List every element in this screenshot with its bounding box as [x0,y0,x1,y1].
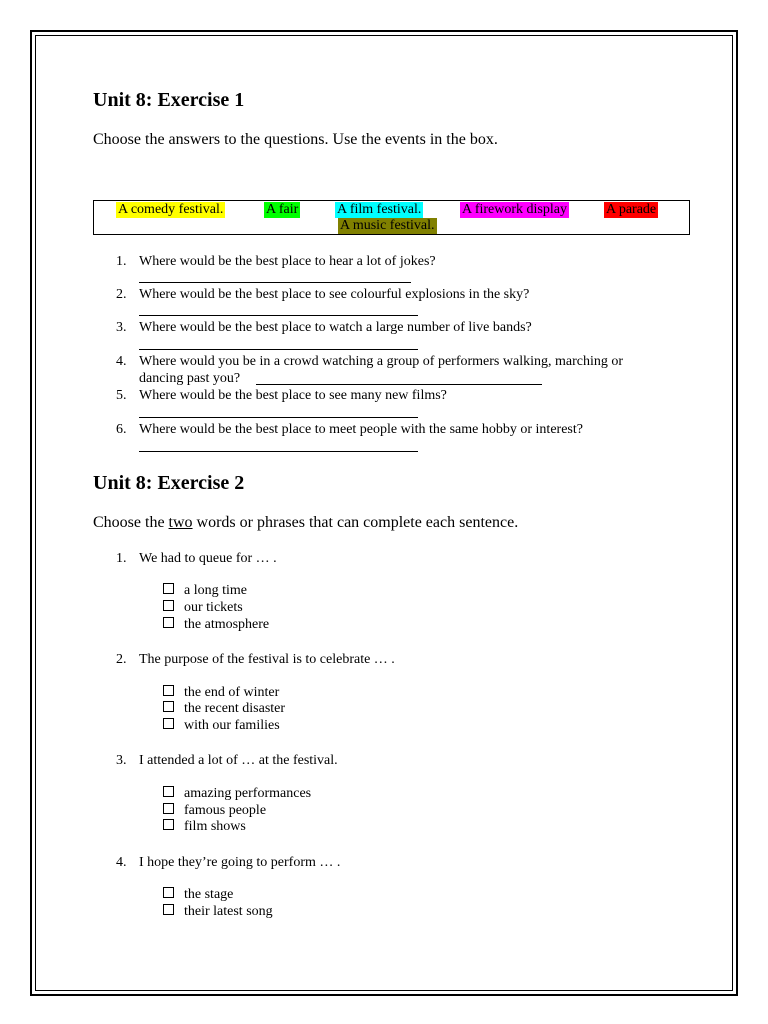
question-number: 6. [116,422,127,437]
option-label: the end of winter [184,685,280,700]
option-label: the atmosphere [184,617,270,632]
answer-blank[interactable] [256,384,542,385]
option-checkbox[interactable] [163,718,280,734]
question-number: 1. [116,551,127,566]
question-number: 3. [116,320,127,335]
word-parade: A parade [606,202,657,217]
word-comedy-festival: A comedy festival. [118,202,224,217]
option-label: amazing performances [184,786,312,801]
question-text: Where would be the best place to see many new films? [139,388,447,403]
question-text: The purpose of the festival is to celebrate … . [139,652,395,667]
instruction-text: Choose the [93,514,169,531]
question-number: 4. [116,855,127,870]
question-text-continued: dancing past you? [139,371,241,386]
checkbox-icon[interactable] [163,617,174,628]
word-film-festival: A film festival. [337,202,422,217]
question-number: 1. [116,254,127,269]
option-checkbox[interactable] [163,819,246,835]
option-label: the recent disaster [184,701,286,716]
option-checkbox[interactable] [163,701,285,717]
checkbox-icon[interactable] [163,718,174,729]
option-label: a long time [184,583,247,598]
option-checkbox[interactable] [163,904,273,920]
option-label: famous people [184,803,267,818]
question-text: Where would be the best place to meet people with the same hobby or interest? [139,422,583,437]
question-text: Where would be the best place to watch a large number of live bands? [139,320,532,335]
word-fair: A fair [266,202,299,217]
answer-blank[interactable] [139,417,418,418]
option-checkbox[interactable] [163,600,243,616]
question-text: Where would you be in a crowd watching a group of performers walking, marching or [139,354,624,369]
answer-blank[interactable] [139,282,411,283]
question-number: 5. [116,388,127,403]
question-number: 2. [116,652,127,667]
checkbox-icon[interactable] [163,887,174,898]
option-checkbox[interactable] [163,583,247,599]
answer-blank[interactable] [139,451,418,452]
option-label: film shows [184,819,246,834]
question-text: Where would be the best place to see colourful explosions in the sky? [139,287,530,302]
question-text: We had to queue for … . [139,551,277,566]
option-checkbox[interactable] [163,786,311,802]
exercise2-instruction [93,514,518,532]
option-checkbox[interactable] [163,685,279,701]
option-checkbox[interactable] [163,803,266,819]
option-label: our tickets [184,600,243,615]
exercise2-title: Unit 8: Exercise 2 [93,472,245,494]
checkbox-icon[interactable] [163,819,174,830]
word-music-festival: A music festival. [340,218,435,233]
checkbox-icon[interactable] [163,600,174,611]
question-number: 2. [116,287,127,302]
question-text: I hope they’re going to perform … . [139,855,341,870]
option-label: with our families [184,718,280,733]
option-label: the stage [184,887,234,902]
answer-blank[interactable] [139,349,418,350]
instruction-text: words or phrases that can complete each sentence. [192,514,519,531]
checkbox-icon[interactable] [163,685,174,696]
instruction-emphasis: two [168,514,193,531]
option-checkbox[interactable] [163,617,269,633]
option-label: their latest song [184,904,273,919]
question-number: 4. [116,354,127,369]
word-box [93,200,690,235]
checkbox-icon[interactable] [163,701,174,712]
answer-blank[interactable] [139,315,418,316]
word-firework-display: A firework display [462,202,567,217]
question-text: I attended a lot of … at the festival. [139,753,338,768]
question-number: 3. [116,753,127,768]
question-text: Where would be the best place to hear a lot of jokes? [139,254,436,269]
exercise1-instruction: Choose the answers to the questions. Use the events in the box. [93,131,498,148]
checkbox-icon[interactable] [163,904,174,915]
checkbox-icon[interactable] [163,803,174,814]
checkbox-icon[interactable] [163,786,174,797]
checkbox-icon[interactable] [163,583,174,594]
option-checkbox[interactable] [163,887,233,903]
exercise1-title: Unit 8: Exercise 1 [93,89,245,111]
